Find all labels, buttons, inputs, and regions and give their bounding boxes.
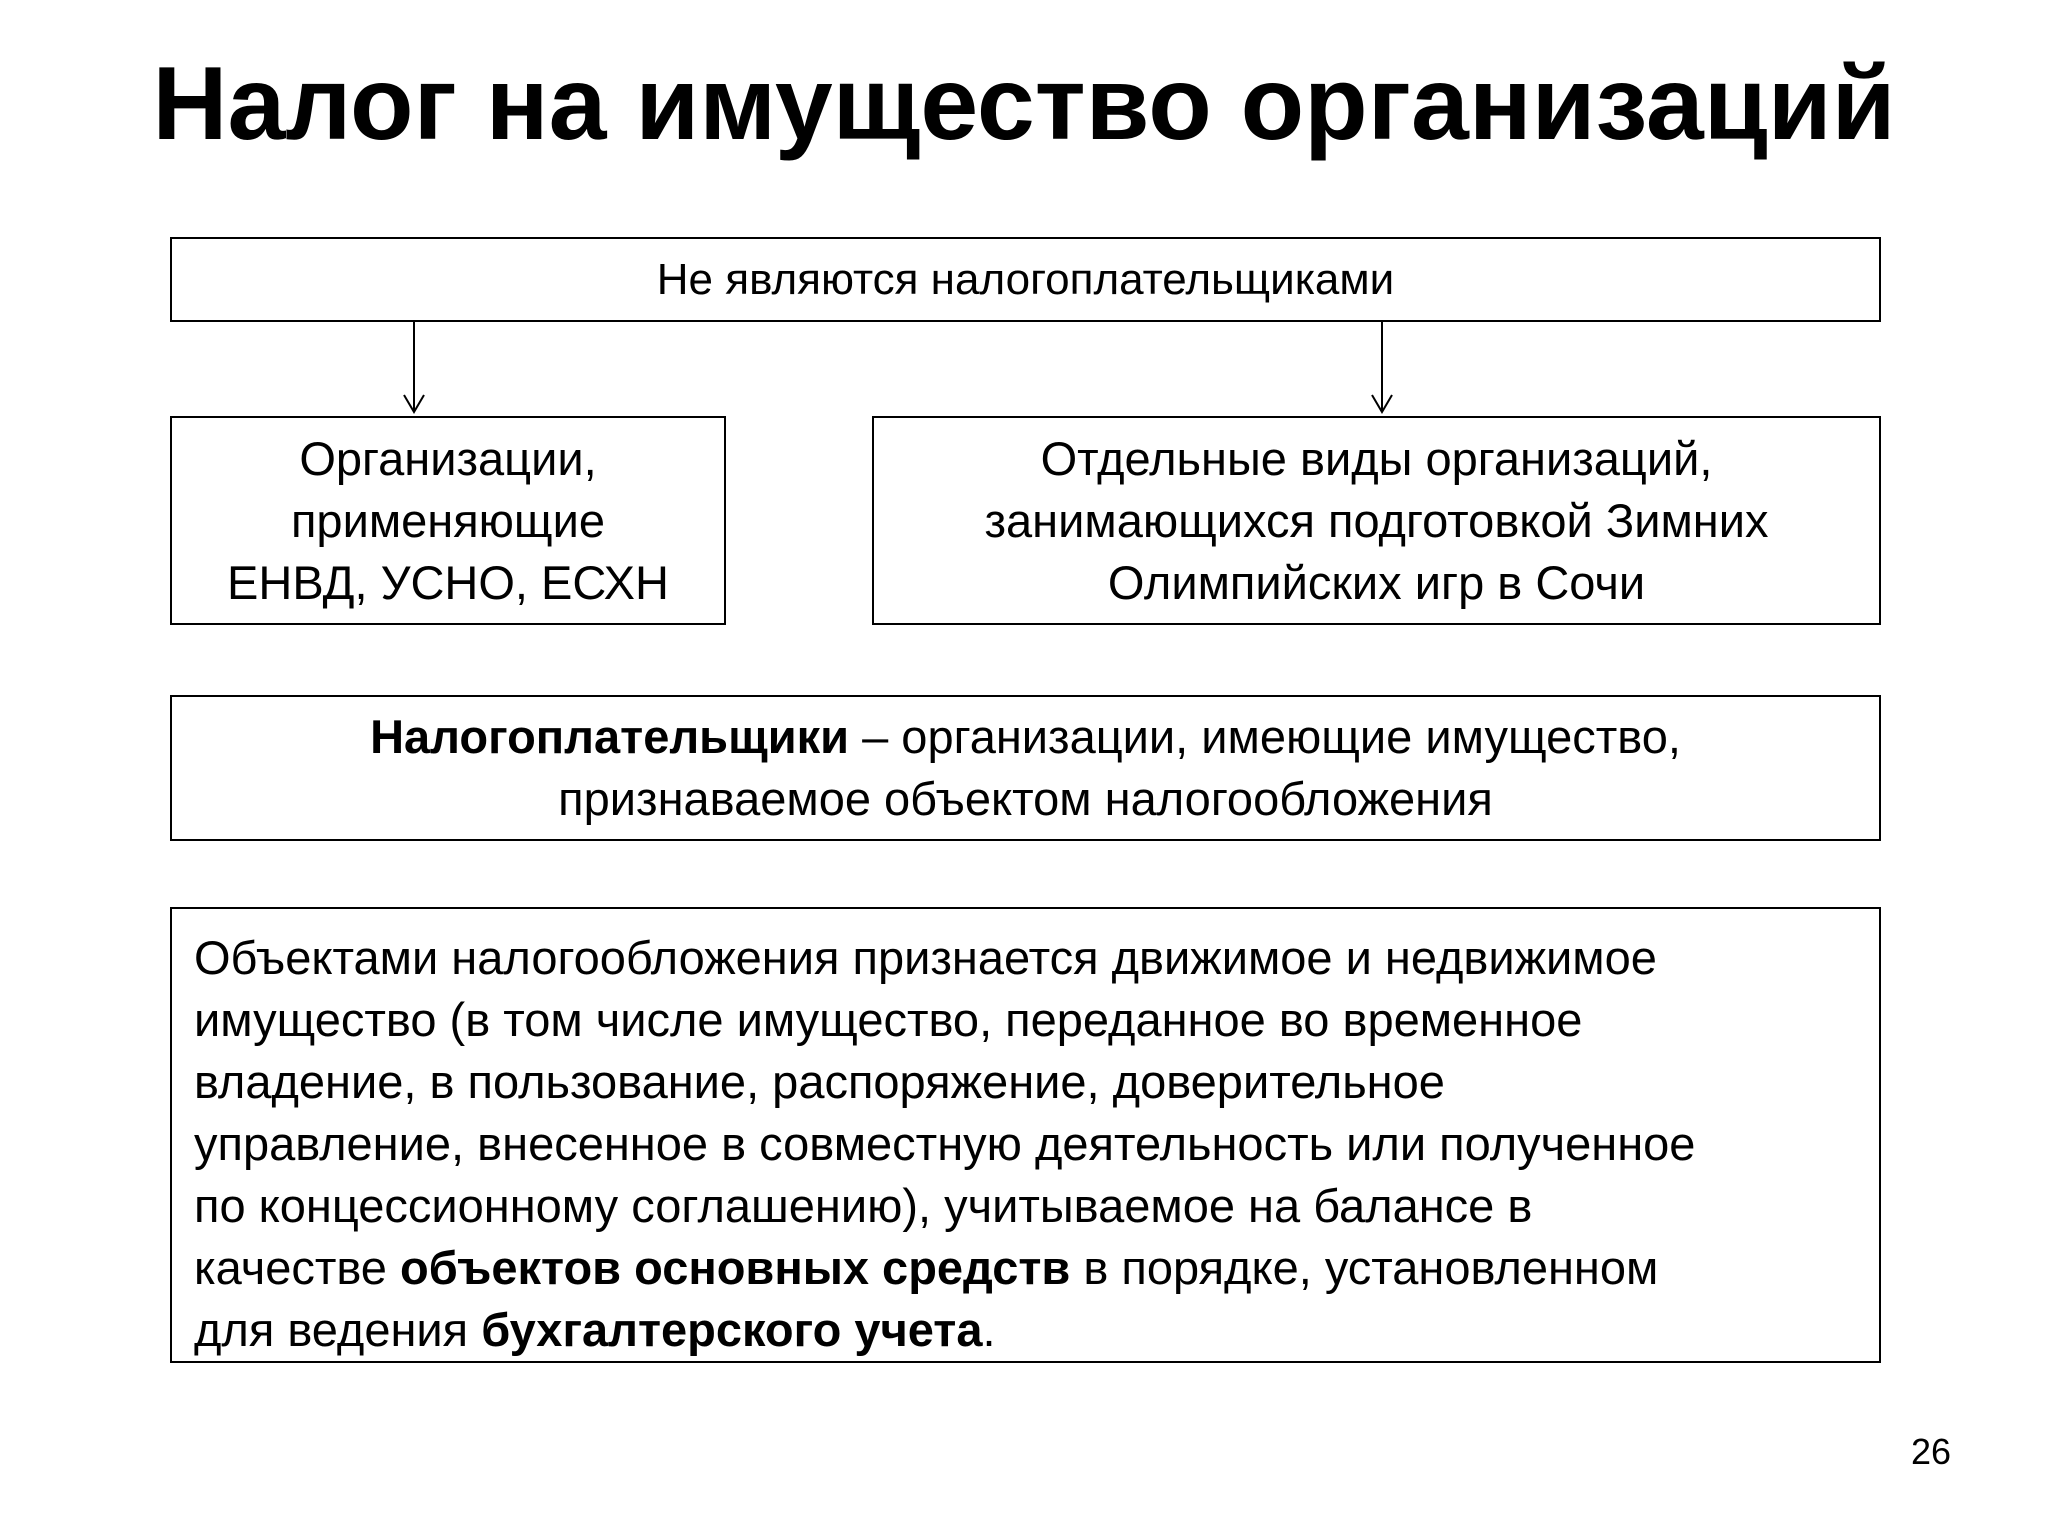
non-taxpayers-header-text: Не являются налогоплательщиками [656,254,1395,304]
olympic-organizations-line-2: занимающихся подготовкой Зимних [984,493,1769,547]
taxation-object-line-4: управление, внесенное в совместную деятельность или полученное [194,1117,1696,1170]
taxpayers-term: Налогоплательщики [370,710,850,763]
taxation-object-line-7-end: . [982,1303,996,1356]
taxation-object-line-3: владение, в пользование, распоряжение, доверительное [194,1055,1445,1108]
non-taxpayers-header-box [170,237,1881,322]
taxpayers-definition-rest: – организации, имеющие имущество, [849,710,1681,763]
page-number: 26 [1910,1431,1951,1472]
special-regimes-line-1: Организации, [299,431,597,485]
taxation-object-line-6-end: в порядке, установленном [1070,1241,1659,1294]
taxation-object-line-6-start: качестве [194,1241,400,1294]
taxation-object-line-5: по концессионному соглашению), учитываемое на балансе в [194,1179,1533,1232]
slide-title: Налог на имущество организаций [152,46,1896,162]
taxation-object-line-2: имущество (в том числе имущество, переданное во временное [194,993,1583,1046]
taxpayers-definition-line-2: признаваемое объектом налогообложения [558,772,1493,825]
olympic-organizations-line-3: Олимпийских игр в Сочи [1107,555,1646,609]
olympic-organizations-line-1: Отдельные виды организаций, [1040,431,1713,485]
taxation-object-line-6 [194,1237,1859,1299]
special-regimes-line-2: применяющие [290,493,605,547]
special-regimes-box [170,416,726,625]
taxation-object-box [170,907,1881,1363]
taxation-object-line-7-start: для ведения [194,1303,482,1356]
special-regimes-line-3: ЕНВД, УСНО, ЕСХН [227,555,669,609]
accounting-term: бухгалтерского учета [481,1303,983,1356]
arrow-to-right-box [1372,322,1392,412]
arrow-to-left-box [404,322,424,412]
olympic-organizations-box [872,416,1881,625]
taxation-object-line-7 [194,1299,1859,1361]
taxpayers-definition-box [170,695,1881,841]
fixed-assets-term: объектов основных средств [400,1241,1071,1294]
taxation-object-line-1: Объектами налогообложения признается движимое и недвижимое [194,931,1657,984]
taxpayers-definition-line-1 [370,706,1681,768]
